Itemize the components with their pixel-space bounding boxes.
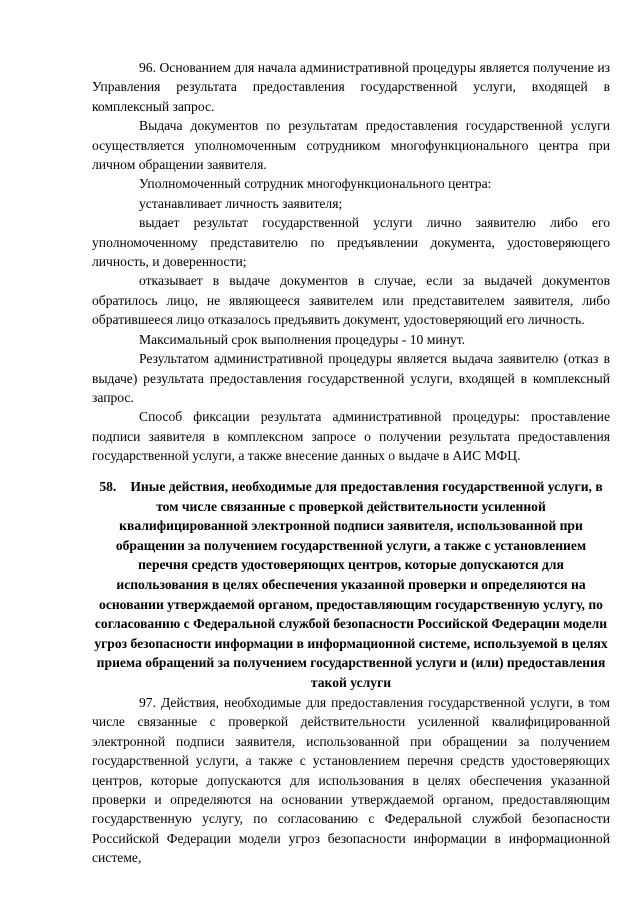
paragraph-identity: устанавливает личность заявителя; [139, 195, 343, 211]
paragraph-issues-result: выдает результат государственной услуги лично заявителю либо его уполномоченному представителю по предъявлении документа, удостоверяющего личность, и доверенности; [92, 215, 610, 270]
paragraph-authorized-employee: Уполномоченный сотрудник многофункционального центра: [139, 176, 492, 192]
heading-text: Иные действия, необходимые для предоставления государственной услуги, в том числе связанные с проверкой действительности усиленной квалифицированной электронной подписи заявителя, использованной при обращении за получением государственной услуги, а также с установлением перечня средств удостоверяющих центров, которые допускаются для использования в целях обеспечения указанной проверки и определяются на основании утверждаемой органом, предоставляющим государственную услугу, по согласованию с Федеральной службой безопасности Российской Федерации модели угроз безопасности информации в информационной системе, используемой в целях приема обращений за получением государственной услуги и (или) предоставления такой услуги [94, 479, 608, 690]
heading-number: 58. [99, 479, 117, 494]
section-heading-58 [92, 477, 610, 693]
paragraph-96: 96. Основанием для начала административной процедуры является получение из Управления результата предоставления государственной услуги, входящей в комплексный запрос. [92, 60, 610, 114]
paragraph-issuance: Выдача документов по результатам предоставления государственной услуги осуществляется уполномоченным сотрудником многофункционального центра при личном обращении заявителя. [92, 118, 610, 173]
section-97 [92, 693, 610, 868]
paragraph-result: Результатом административной процедуры является выдача заявителю (отказ в выдаче) результата предоставления государственной услуги, входящей в комплексный запрос. [92, 351, 610, 405]
paragraph-fixation: Способ фиксации результата административной процедуры: проставление подписи заявителя в комплексном запросе о получении результата предоставления государственной услуги, а также внесение данных о выдаче в АИС МФЦ. [92, 409, 610, 464]
paragraph-refusal: отказывает в выдаче документов в случае, если за выдачей документов обратилось лицо, не являющееся заявителем или представителем заявителя, либо обратившееся лицо отказалось предъявить документ, удостоверяющий его личность. [92, 273, 610, 328]
paragraph-max-time: Максимальный срок выполнения процедуры - 10 минут. [139, 331, 466, 347]
paragraph-97: 97. Действия, необходимые для предоставления государственной услуги, в том числе связанные с проверкой действительности усиленной квалифицированной электронной подписи заявителя, использованной при обращении за получением государственной услуги, а также с установлением перечня средств удостоверяющих центров, которые допускаются для использования в целях обеспечения указанной проверки и определяются на основании утверждаемой органом, предоставляющим государственную услугу, по согласованию с Федеральной службой безопасности Российской Федерации модели угроз безопасности информации в информационной системе, [92, 695, 610, 866]
section-96 [92, 58, 610, 466]
